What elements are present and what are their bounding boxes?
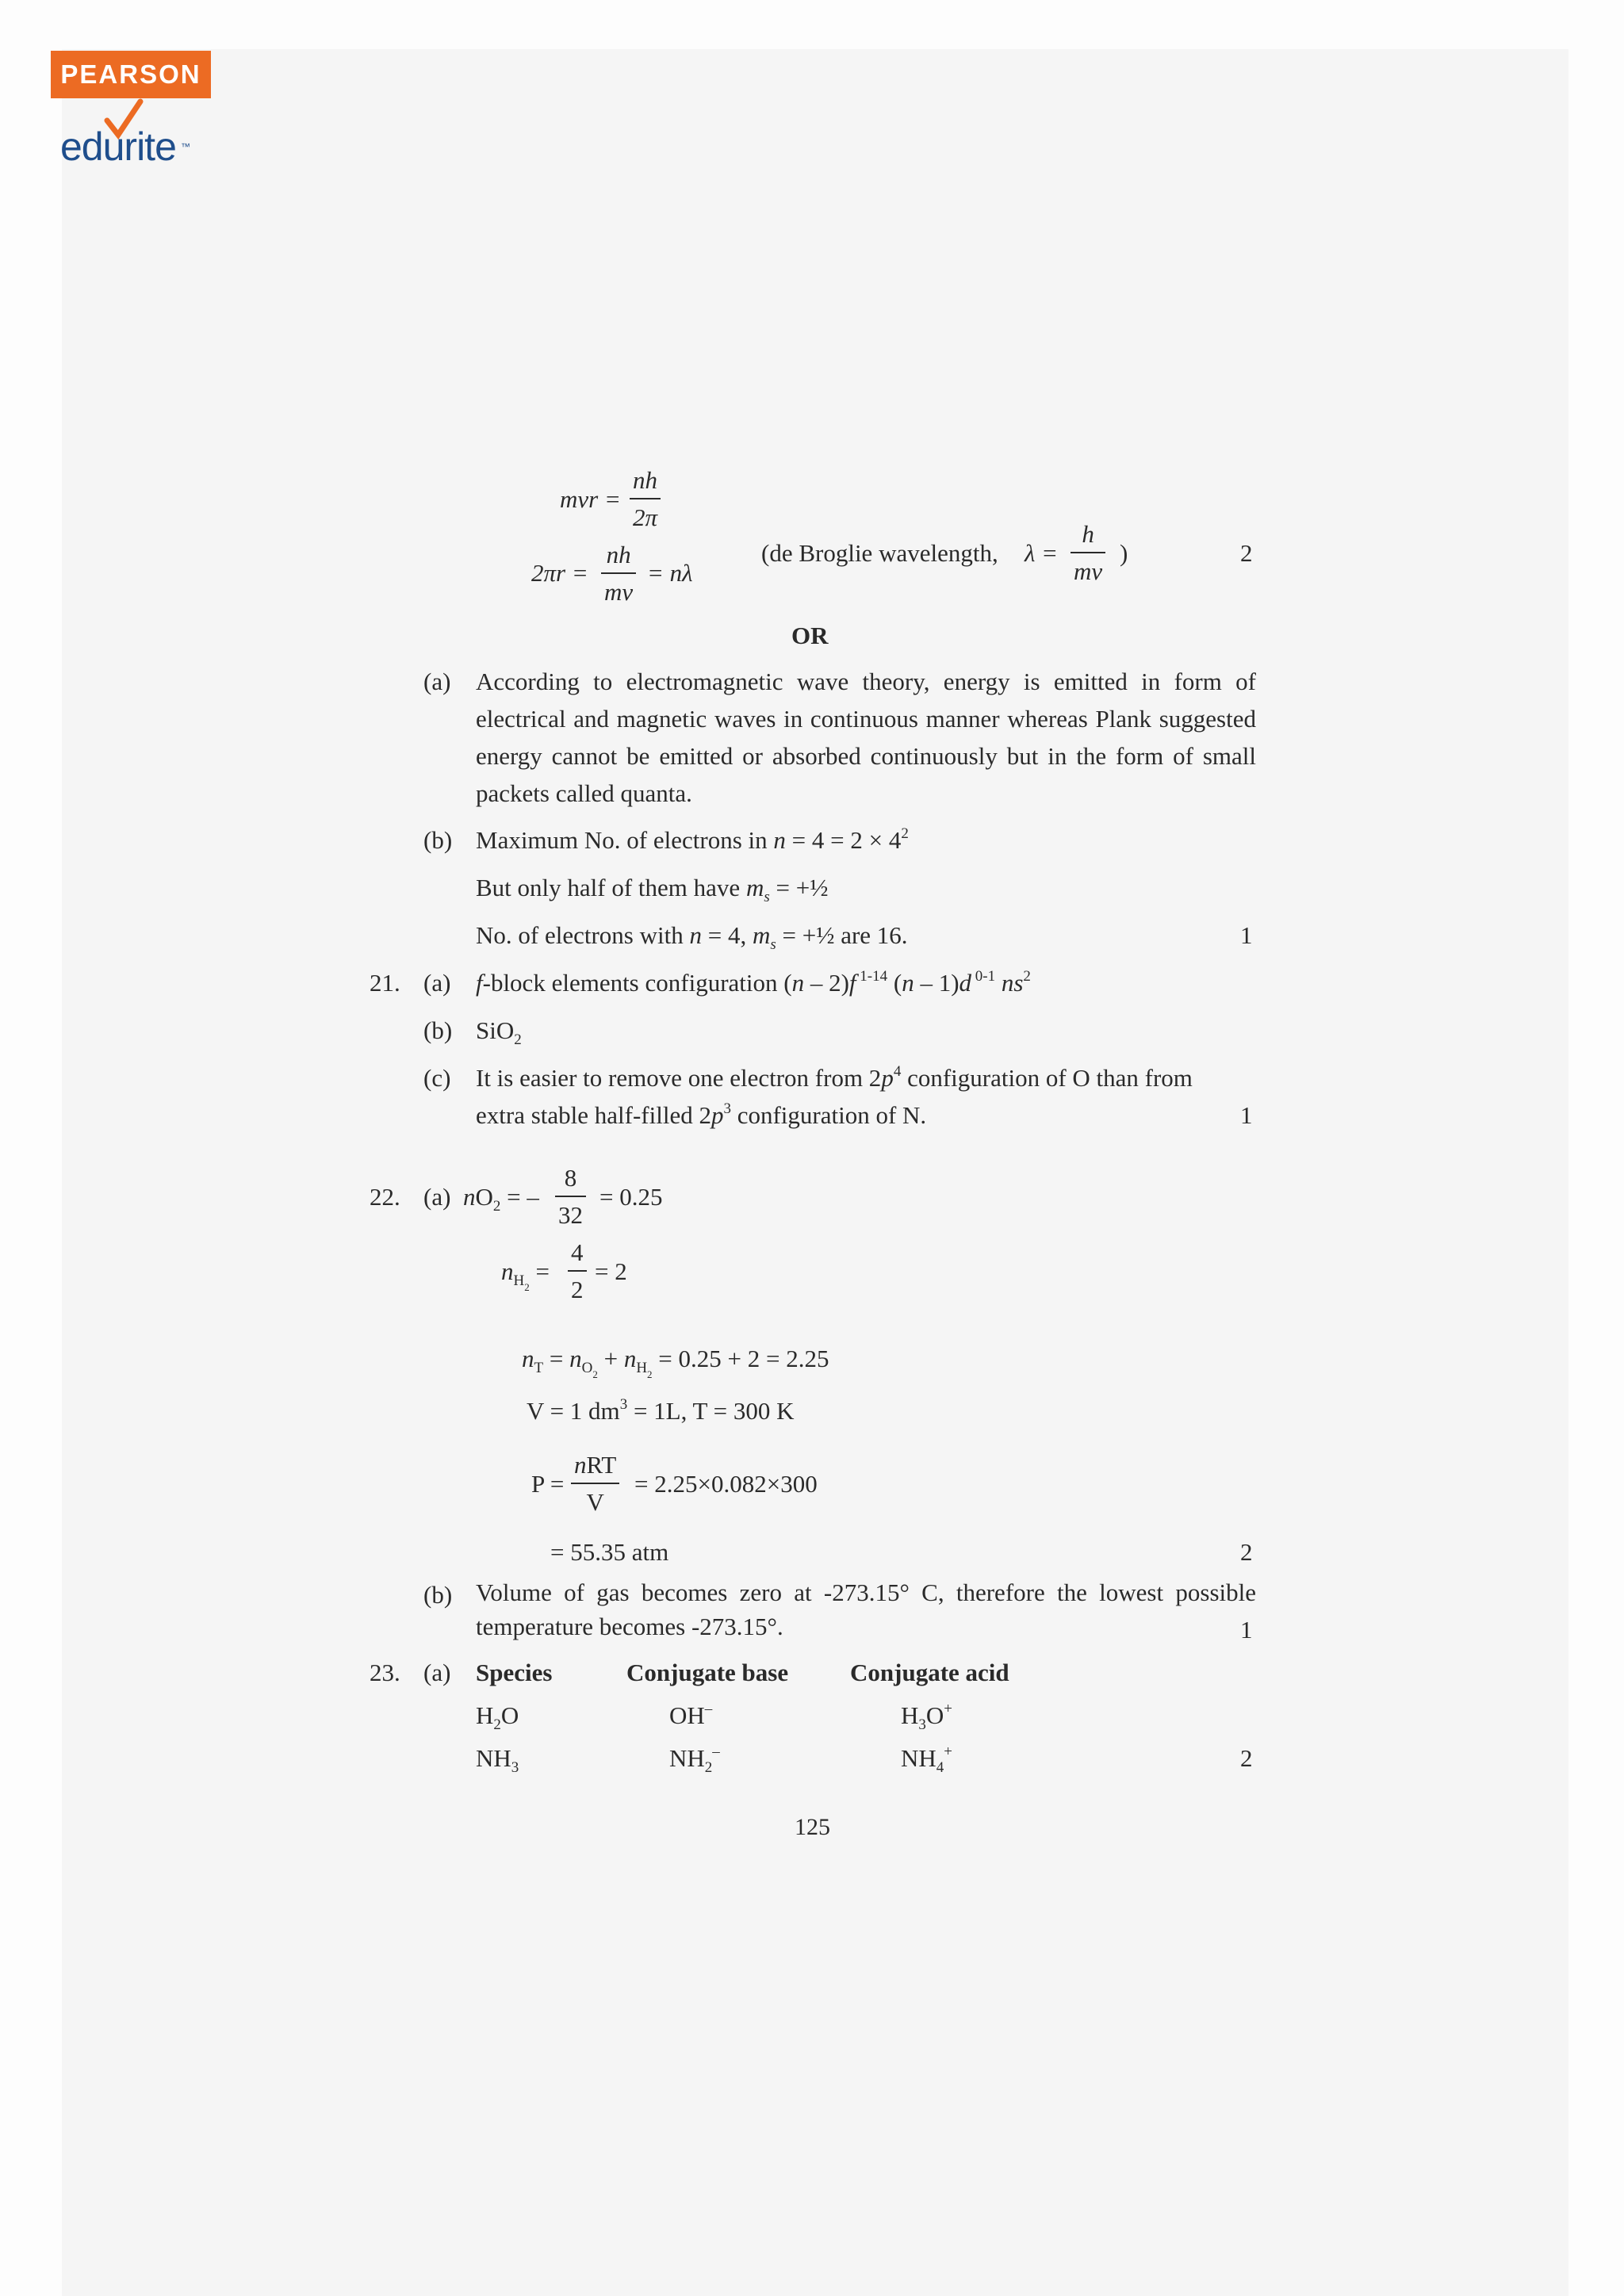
marks-5: 1 [1240,1616,1253,1644]
marks-1: 2 [1240,539,1253,567]
eq1-fraction [630,468,661,530]
q22a-eq5-den: V [586,1488,604,1516]
eq2-rhs: = nλ [647,559,693,587]
q22a-eq2-num: 4 [571,1238,584,1266]
q22a-eq2-rhs: = 2 [595,1257,627,1285]
page-number: 125 [795,1814,830,1840]
eq2-den: mv [604,578,634,606]
label-b: (b) [423,1581,453,1609]
trademark-sign: ™ [181,141,190,152]
q22-number: 22. [370,1183,400,1211]
label-a: (a) [423,668,451,695]
edurite-logo: edurite [60,124,176,169]
q22a-eq2-den: 2 [571,1276,584,1303]
q22a-eq6: = 55.35 atm [550,1538,669,1566]
q21a-text: f-block elements configuration (n – 2)f $^{1-14}$ (n – 1)d $^{0-1}$ $ns^2$ [476,968,1031,997]
eq1-den: 2π [633,503,658,531]
label-a: (a) [423,1183,451,1211]
q22a-eq1-rhs: = 0.25 [599,1183,663,1211]
q22a-eq2-fraction [568,1240,587,1302]
debroglie-text: (de Broglie wavelength, [761,539,998,567]
eq1-num: nh [633,466,658,494]
q22a-eq3: $n_T = n_{O_2} + n_{H_2} = 0.25 + 2 = 2.25$ [522,1345,829,1380]
label-a: (a) [423,1659,451,1686]
q23-row2-species: $NH_3$ [476,1744,519,1776]
q21b-text: SiO$_2$ [476,1016,522,1048]
eq2-num: nh [606,541,631,568]
q22a-eq1-den: 32 [558,1201,583,1229]
debroglie-lambda: λ = [1025,539,1059,567]
label-b: (b) [423,1016,453,1044]
eq1-lhs: mvr = [560,485,621,513]
q20b-line2: But only half of them have $m_s$ = +½ [476,874,829,905]
marks-3: 1 [1240,1101,1253,1129]
q22a-eq2-lhs: $n_{H_2}$ = [501,1257,550,1293]
marks-2: 1 [1240,921,1253,949]
marks-4: 2 [1240,1538,1253,1566]
q23-number: 23. [370,1659,400,1686]
q22a-eq4: V = 1 $dm^3 = 1L$, T = 300 K [527,1396,795,1425]
q23-header-species: Species [476,1659,553,1686]
q22a-eq5-rhs: = 2.25×0.082×300 [634,1470,818,1498]
q21c-line1: It is easier to remove one electron from $2p^4$ configuration of O than from [476,1063,1193,1092]
q21c-line2: extra stable half-filled $2p^3$ configuration of N. [476,1100,927,1129]
marks-6: 2 [1240,1744,1253,1772]
eq2-fraction [601,542,636,604]
q23-row1-species: $H_2O$ [476,1701,519,1733]
q23-row2-acid: $NH_4^+$ [901,1743,952,1776]
pearson-logo: PEARSON [51,51,211,98]
debroglie-close: ) [1120,539,1128,567]
q20b-line3: No. of electrons with n = 4, $m_s$ = +½ are 16. [476,921,908,953]
debroglie-den: mv [1074,557,1103,585]
label-a: (a) [423,969,451,997]
page-panel [62,49,1568,2296]
q20a-text: According to electromagnetic wave theory, energy is emitted in form of electrical and magnetic waves in continuous manner whereas Plank suggested energy cannot be emitted or absorbed continuously but in the form of small packets called quanta. [476,668,1256,807]
q23-header-conjugate-acid: Conjugate acid [850,1659,1009,1686]
or-heading: OR [791,622,829,649]
q22a-eq5-num: nRT [574,1451,617,1479]
q22a-eq5-fraction [571,1452,619,1514]
label-b: (b) [423,826,453,854]
debroglie-num: h [1082,520,1094,548]
eq2-lhs: 2πr = [531,559,588,587]
q22b-text: Volume of gas becomes zero at -273.15° C, therefore the lowest possible temperature becomes -273.15°. [476,1578,1256,1640]
debroglie-fraction [1071,522,1105,584]
q20b-line1: Maximum No. of electrons in $n = 4 = 2 \times 4^2$ [476,825,909,854]
q23-row2-base: $NH_2^-$ [669,1743,720,1776]
label-c: (c) [423,1064,451,1092]
q23-header-conjugate-base: Conjugate base [626,1659,789,1686]
q22a-eq1-lhs: $nO_2$ = – [463,1183,539,1215]
q23-row1-base: OH– [669,1701,713,1729]
q22a-eq1-fraction [555,1165,586,1227]
q22a-eq1-num: 8 [564,1164,577,1192]
q23-row1-acid: $H_3O^+$ [901,1701,952,1733]
q22a-eq5-lhs: P = [531,1470,565,1498]
q21-number: 21. [370,969,400,997]
